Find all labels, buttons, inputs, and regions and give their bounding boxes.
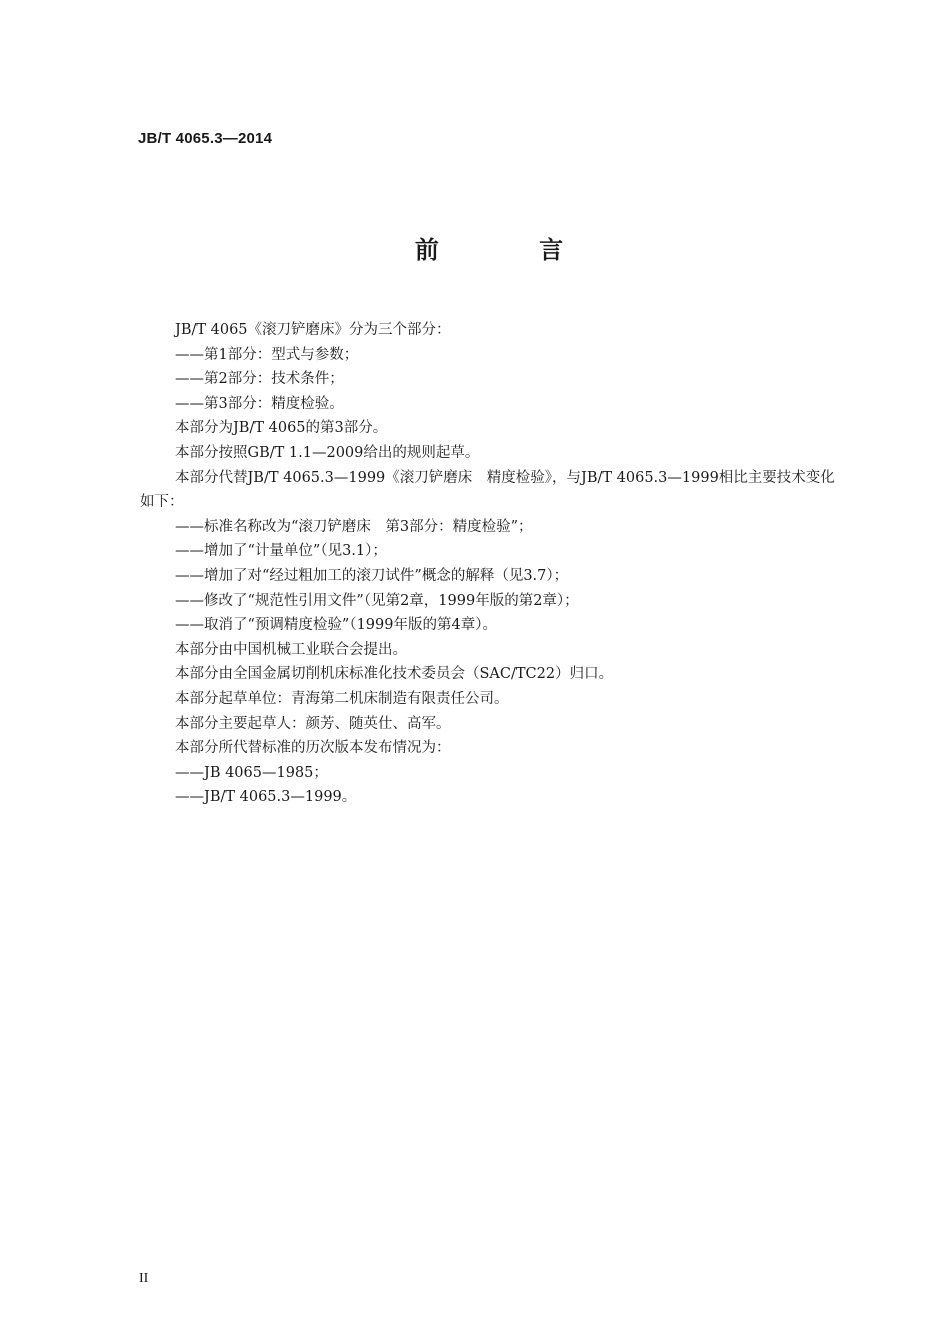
paragraph-drafting-rules: 本部分按照GB/T 1.1—2009给出的规则起草。 — [175, 444, 480, 461]
paragraph-parts-intro: JB/T 4065《滚刀铲磨床》分为三个部分： — [175, 322, 451, 338]
list-item-change-1: ——标准名称改为“滚刀铲磨床 第3部分：精度检验”； — [175, 518, 533, 535]
page-title: 前 言 — [414, 236, 610, 264]
page-number: II — [139, 1271, 149, 1286]
list-item-part-1: ——第1部分：型式与参数； — [175, 346, 359, 363]
paragraph-replaces: 本部分代替JB/T 4065.3—1999《滚刀铲磨床 精度检验》，与JB/T 4065.3—1999相比主要技术变化 — [175, 469, 835, 486]
paragraph-this-part: 本部分为JB/T 4065的第3部分。 — [175, 420, 388, 437]
paragraph-drafters: 本部分主要起草人：颜芳、随英仕、高军。 — [175, 715, 451, 732]
list-item-part-3: ——第3部分：精度检验。 — [175, 395, 344, 412]
list-item-change-2: ——增加了“计量单位”（见3.1）； — [175, 543, 387, 560]
list-item-change-3: ——增加了对“经过粗加工的滚刀试件”概念的解释（见3.7）； — [175, 567, 569, 584]
paragraph-previous-editions: 本部分所代替标准的历次版本发布情况为： — [175, 740, 451, 757]
list-item-change-5: ——取消了“预调精度检验”（1999年版的第4章）。 — [175, 617, 497, 634]
paragraph-centralized-by: 本部分由全国金属切削机床标准化技术委员会（SAC/TC22）归口。 — [175, 666, 614, 683]
foreword-body — [140, 318, 890, 810]
list-item-edition-1999: ——JB/T 4065.3—1999。 — [175, 789, 357, 806]
paragraph-proposed-by: 本部分由中国机械工业联合会提出。 — [175, 641, 407, 658]
paragraph-replaces-continued: 如下： — [140, 494, 184, 511]
list-item-edition-1985: ——JB 4065—1985； — [175, 764, 328, 781]
list-item-part-2: ——第2部分：技术条件； — [175, 371, 344, 388]
paragraph-drafting-unit: 本部分起草单位：青海第二机床制造有限责任公司。 — [175, 690, 509, 707]
list-item-change-4: ——修改了“规范性引用文件”（见第2章，1999年版的第2章）； — [175, 592, 579, 609]
standard-code-header: JB/T 4065.3—2014 — [138, 130, 273, 147]
